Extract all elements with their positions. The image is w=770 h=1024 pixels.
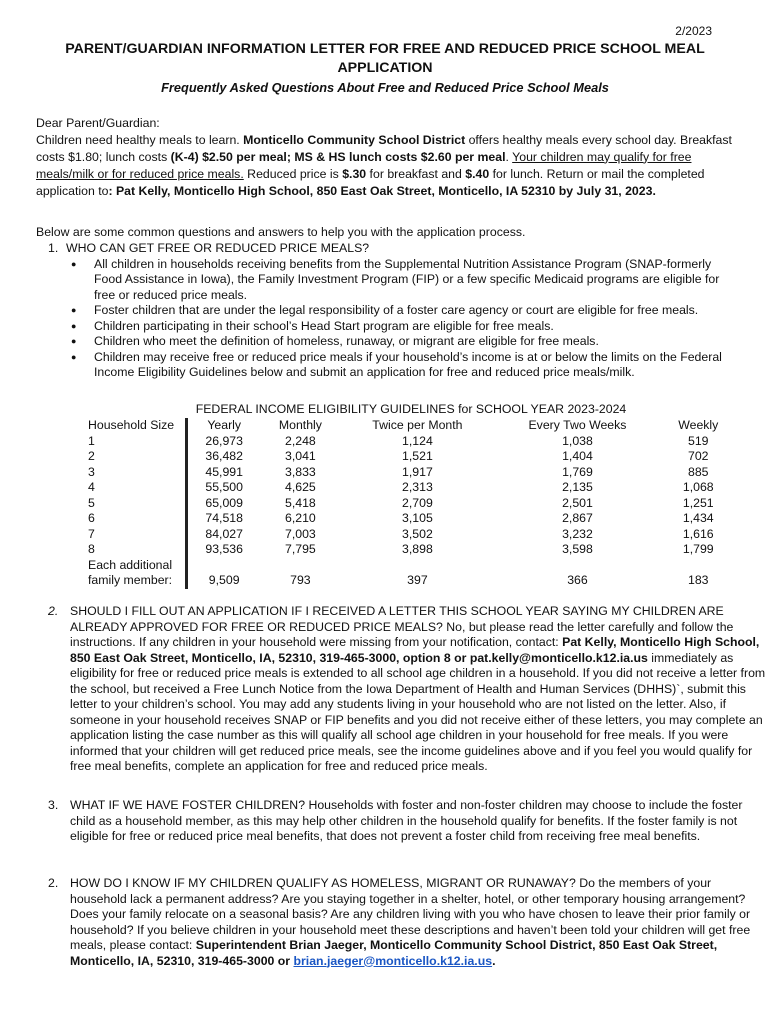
table-row xyxy=(86,449,736,465)
table-cell: 2,248 xyxy=(285,433,316,448)
table-cell: 8 xyxy=(86,542,187,558)
table-cell: 5 xyxy=(86,496,187,512)
table-row xyxy=(86,480,736,496)
income-guidelines-table xyxy=(86,418,736,589)
question-3 xyxy=(36,798,766,845)
table-cell: 4 xyxy=(86,480,187,496)
table-cell: 3,041 xyxy=(285,449,316,464)
table-cell: 397 xyxy=(407,573,428,588)
list-item: ● Children who meet the definition of homeless, runaway, or migrant are eligible for free meals. xyxy=(36,334,736,350)
table-cell: 702 xyxy=(688,449,709,464)
table-cell: 366 xyxy=(567,573,588,588)
title-line-1: PARENT/GUARDIAN INFORMATION LETTER FOR FREE AND REDUCED PRICE SCHOOL MEAL xyxy=(65,41,705,57)
table-cell: 4,625 xyxy=(285,480,316,495)
table-cell: 2,709 xyxy=(402,495,433,510)
table-row-additional xyxy=(86,573,736,589)
document-date: 2/2023 xyxy=(675,24,712,38)
table-cell: 2 xyxy=(86,449,187,465)
table-cell: 1,799 xyxy=(682,542,714,557)
table-cell: 1,251 xyxy=(682,495,714,510)
question-3-number: 3. xyxy=(48,798,59,812)
table-cell: 1,521 xyxy=(402,449,433,464)
table-cell: 1,917 xyxy=(402,464,433,479)
title-line-2: APPLICATION xyxy=(337,60,433,76)
table-cell: 84,027 xyxy=(205,526,243,541)
table-cell: 1,434 xyxy=(682,511,714,526)
question-4-number: 2. xyxy=(48,876,59,890)
table-cell: 183 xyxy=(688,573,709,588)
list-item: ● Children participating in their school’s Head Start program are eligible for free meals. xyxy=(36,319,736,335)
table-cell: Each additional xyxy=(86,558,187,574)
question-2-number: 2. xyxy=(48,604,59,618)
table-header: Monthly xyxy=(278,418,322,433)
table-header-row xyxy=(86,418,736,434)
question-2 xyxy=(36,604,766,775)
table-header: Household Size xyxy=(86,418,187,434)
contact-superintendent: Superintendent Brian Jaeger, Monticello Community School District, 850 East Oak Street, Monticello, IA, 52310, 319-465-3000 or xyxy=(70,938,718,968)
list-item: ● Foster children that are under the legal responsibility of a foster care agency or court are eligible for free meals. xyxy=(36,303,736,319)
contact-pat-kelly: Pat Kelly, Monticello High School, 850 East Oak Street, Monticello, IA, 52310, 319-465-3000, option 8 or pat.kelly@monticello.k12.ia.us xyxy=(70,635,760,665)
table-cell: 1,068 xyxy=(682,480,714,495)
table-cell: 1,124 xyxy=(402,433,433,448)
table-cell: 55,500 xyxy=(205,480,243,495)
question-1-text: WHO CAN GET FREE OR REDUCED PRICE MEALS? xyxy=(66,241,370,255)
table-cell: 793 xyxy=(290,573,311,588)
table-row xyxy=(86,511,736,527)
table-cell: 2,313 xyxy=(402,480,433,495)
question-2-text: SHOULD I FILL OUT AN APPLICATION IF I RECEIVED A LETTER THIS SCHOOL YEAR SAYING MY CHILDREN ARE ALREADY APPROVED FOR FREE OR REDUCED PRICE MEALS? No, but please read the letter carefully and follow the instructions. If any children in your household were missing from your notification, contact: xyxy=(70,604,734,649)
table-row-additional-label xyxy=(86,558,736,574)
intro-text: Children need healthy meals to learn. Monticello Community School District offers healthy meals every school day. Breakfast costs $1.80; lunch costs (K-4) $2.50 per meal; MS & HS lunch costs $2.60 per meal. Your children may qualify for free meals/milk or for reduced price meals. Reduced price is $.30 for breakfast and $.40 for lunch. Return or mail the completed application to: Pat Kelly, Monticello High School, 850 East Oak Street, Monticello, IA 52310 by July 31, 2023. xyxy=(36,132,732,198)
table-cell: 6 xyxy=(86,511,187,527)
eligibility-list xyxy=(36,257,736,381)
table-cell: 2,501 xyxy=(562,495,593,510)
table-cell: 3,598 xyxy=(562,542,593,557)
table-row xyxy=(86,527,736,543)
table-row xyxy=(86,542,736,558)
table-cell: 3,232 xyxy=(562,526,593,541)
table-caption: FEDERAL INCOME ELIGIBILITY GUIDELINES for SCHOOL YEAR 2023-2024 xyxy=(195,402,627,416)
table-cell: 3,502 xyxy=(402,526,433,541)
table-cell: 1,769 xyxy=(562,464,593,479)
question-4 xyxy=(36,876,766,969)
table-cell: 36,482 xyxy=(205,449,243,464)
table-cell: 1,404 xyxy=(562,449,593,464)
table-cell: 1,616 xyxy=(682,526,714,541)
table-header: Yearly xyxy=(207,418,242,433)
question-1 xyxy=(36,241,736,381)
table-cell: 5,418 xyxy=(285,495,316,510)
list-item: ● All children in households receiving benefits from the Supplemental Nutrition Assistance Program (SNAP-formerly Food Assistance in Iowa), the Family Investment Program (FIP) or a few specific Medicaid programs are eligible for free or reduced price meals. xyxy=(36,257,736,304)
table-cell: 885 xyxy=(688,464,709,479)
table-cell: 65,009 xyxy=(205,495,243,510)
question-2-answer: immediately as eligibility for free or reduced price meals is extended to all school age children in a household. If you did not receive a letter from the school, but received a Free Lunch Notice from the Iowa Department of Health and Human Services (DHHS)`, submit this letter to your children’s school. You may add any students living in your household who are not listed on the letter. Also, if someone in your household receives SNAP or FIP benefits and you did not receive either of these letters, you may complete an application listing the case number as this will qualify all school age children in your household for free meals. If you were informed that your children will get reduced price meals, see the income guidelines above and if you feel you would qualify for free meal benefits, complete an application for free and reduced price meals. xyxy=(70,650,766,773)
table-cell: 3,833 xyxy=(285,464,316,479)
table-cell: family member: xyxy=(86,573,187,589)
table-cell: 45,991 xyxy=(205,464,243,479)
email-link[interactable]: brian.jaeger@monticello.k12.ia.us xyxy=(293,953,493,968)
table-cell: 93,536 xyxy=(205,542,243,557)
intro-paragraph xyxy=(36,116,736,200)
table-cell: 9,509 xyxy=(208,573,240,588)
table-header: Every Two Weeks xyxy=(528,418,627,433)
table-cell: 2,867 xyxy=(562,511,593,526)
question-1-number: 1. xyxy=(48,241,59,255)
question-4-text: HOW DO I KNOW IF MY CHILDREN QUALIFY AS HOMELESS, MIGRANT OR RUNAWAY? Do the members of your household lack a permanent address? Are you staying together in a shelter, hotel, or other temporary housing arrangement? Does your family relocate on a seasonal basis? Are any children living with you who have chosen to leave their prior family or household? If you believe children in your household meet these descriptions and haven’t been told your children will get free meals, please contact: xyxy=(70,876,751,952)
table-cell: 6,210 xyxy=(285,511,316,526)
lead-text: Below are some common questions and answers to help you with the application process. xyxy=(36,225,526,239)
table-cell: 7,795 xyxy=(285,542,316,557)
table-cell: 1 xyxy=(86,434,187,450)
table-cell: 7 xyxy=(86,527,187,543)
table-cell: 7,003 xyxy=(285,526,316,541)
table-cell: 2,135 xyxy=(562,480,593,495)
list-item: ● Children may receive free or reduced price meals if your household’s income is at or below the limits on the Federal Income Eligibility Guidelines below and submit an application for free and reduced price meals/milk. xyxy=(36,350,736,381)
table-cell: 519 xyxy=(688,433,709,448)
greeting: Dear Parent/Guardian: xyxy=(36,116,160,130)
table-cell: 74,518 xyxy=(205,511,243,526)
document-subtitle: Frequently Asked Questions About Free and Reduced Price School Meals xyxy=(161,80,609,95)
table-cell: 1,038 xyxy=(562,433,593,448)
table-header: Twice per Month xyxy=(372,418,463,433)
table-cell: 3,898 xyxy=(402,542,433,557)
end-period: . xyxy=(492,953,496,968)
table-cell: 26,973 xyxy=(205,433,243,448)
table-row xyxy=(86,434,736,450)
document-title xyxy=(30,40,740,78)
table-cell: 3,105 xyxy=(402,511,433,526)
question-3-text: WHAT IF WE HAVE FOSTER CHILDREN? Households with foster and non-foster children may choose to include the foster child as a household member, as this may help other children in the household qualify for benefits. If the foster family is not eligible for free or reduced price meal benefits, that does not prevent a foster child from receiving free meal benefits. xyxy=(70,798,743,843)
table-header: Weekly xyxy=(678,418,719,433)
table-row xyxy=(86,465,736,481)
table-cell: 3 xyxy=(86,465,187,481)
table-row xyxy=(86,496,736,512)
